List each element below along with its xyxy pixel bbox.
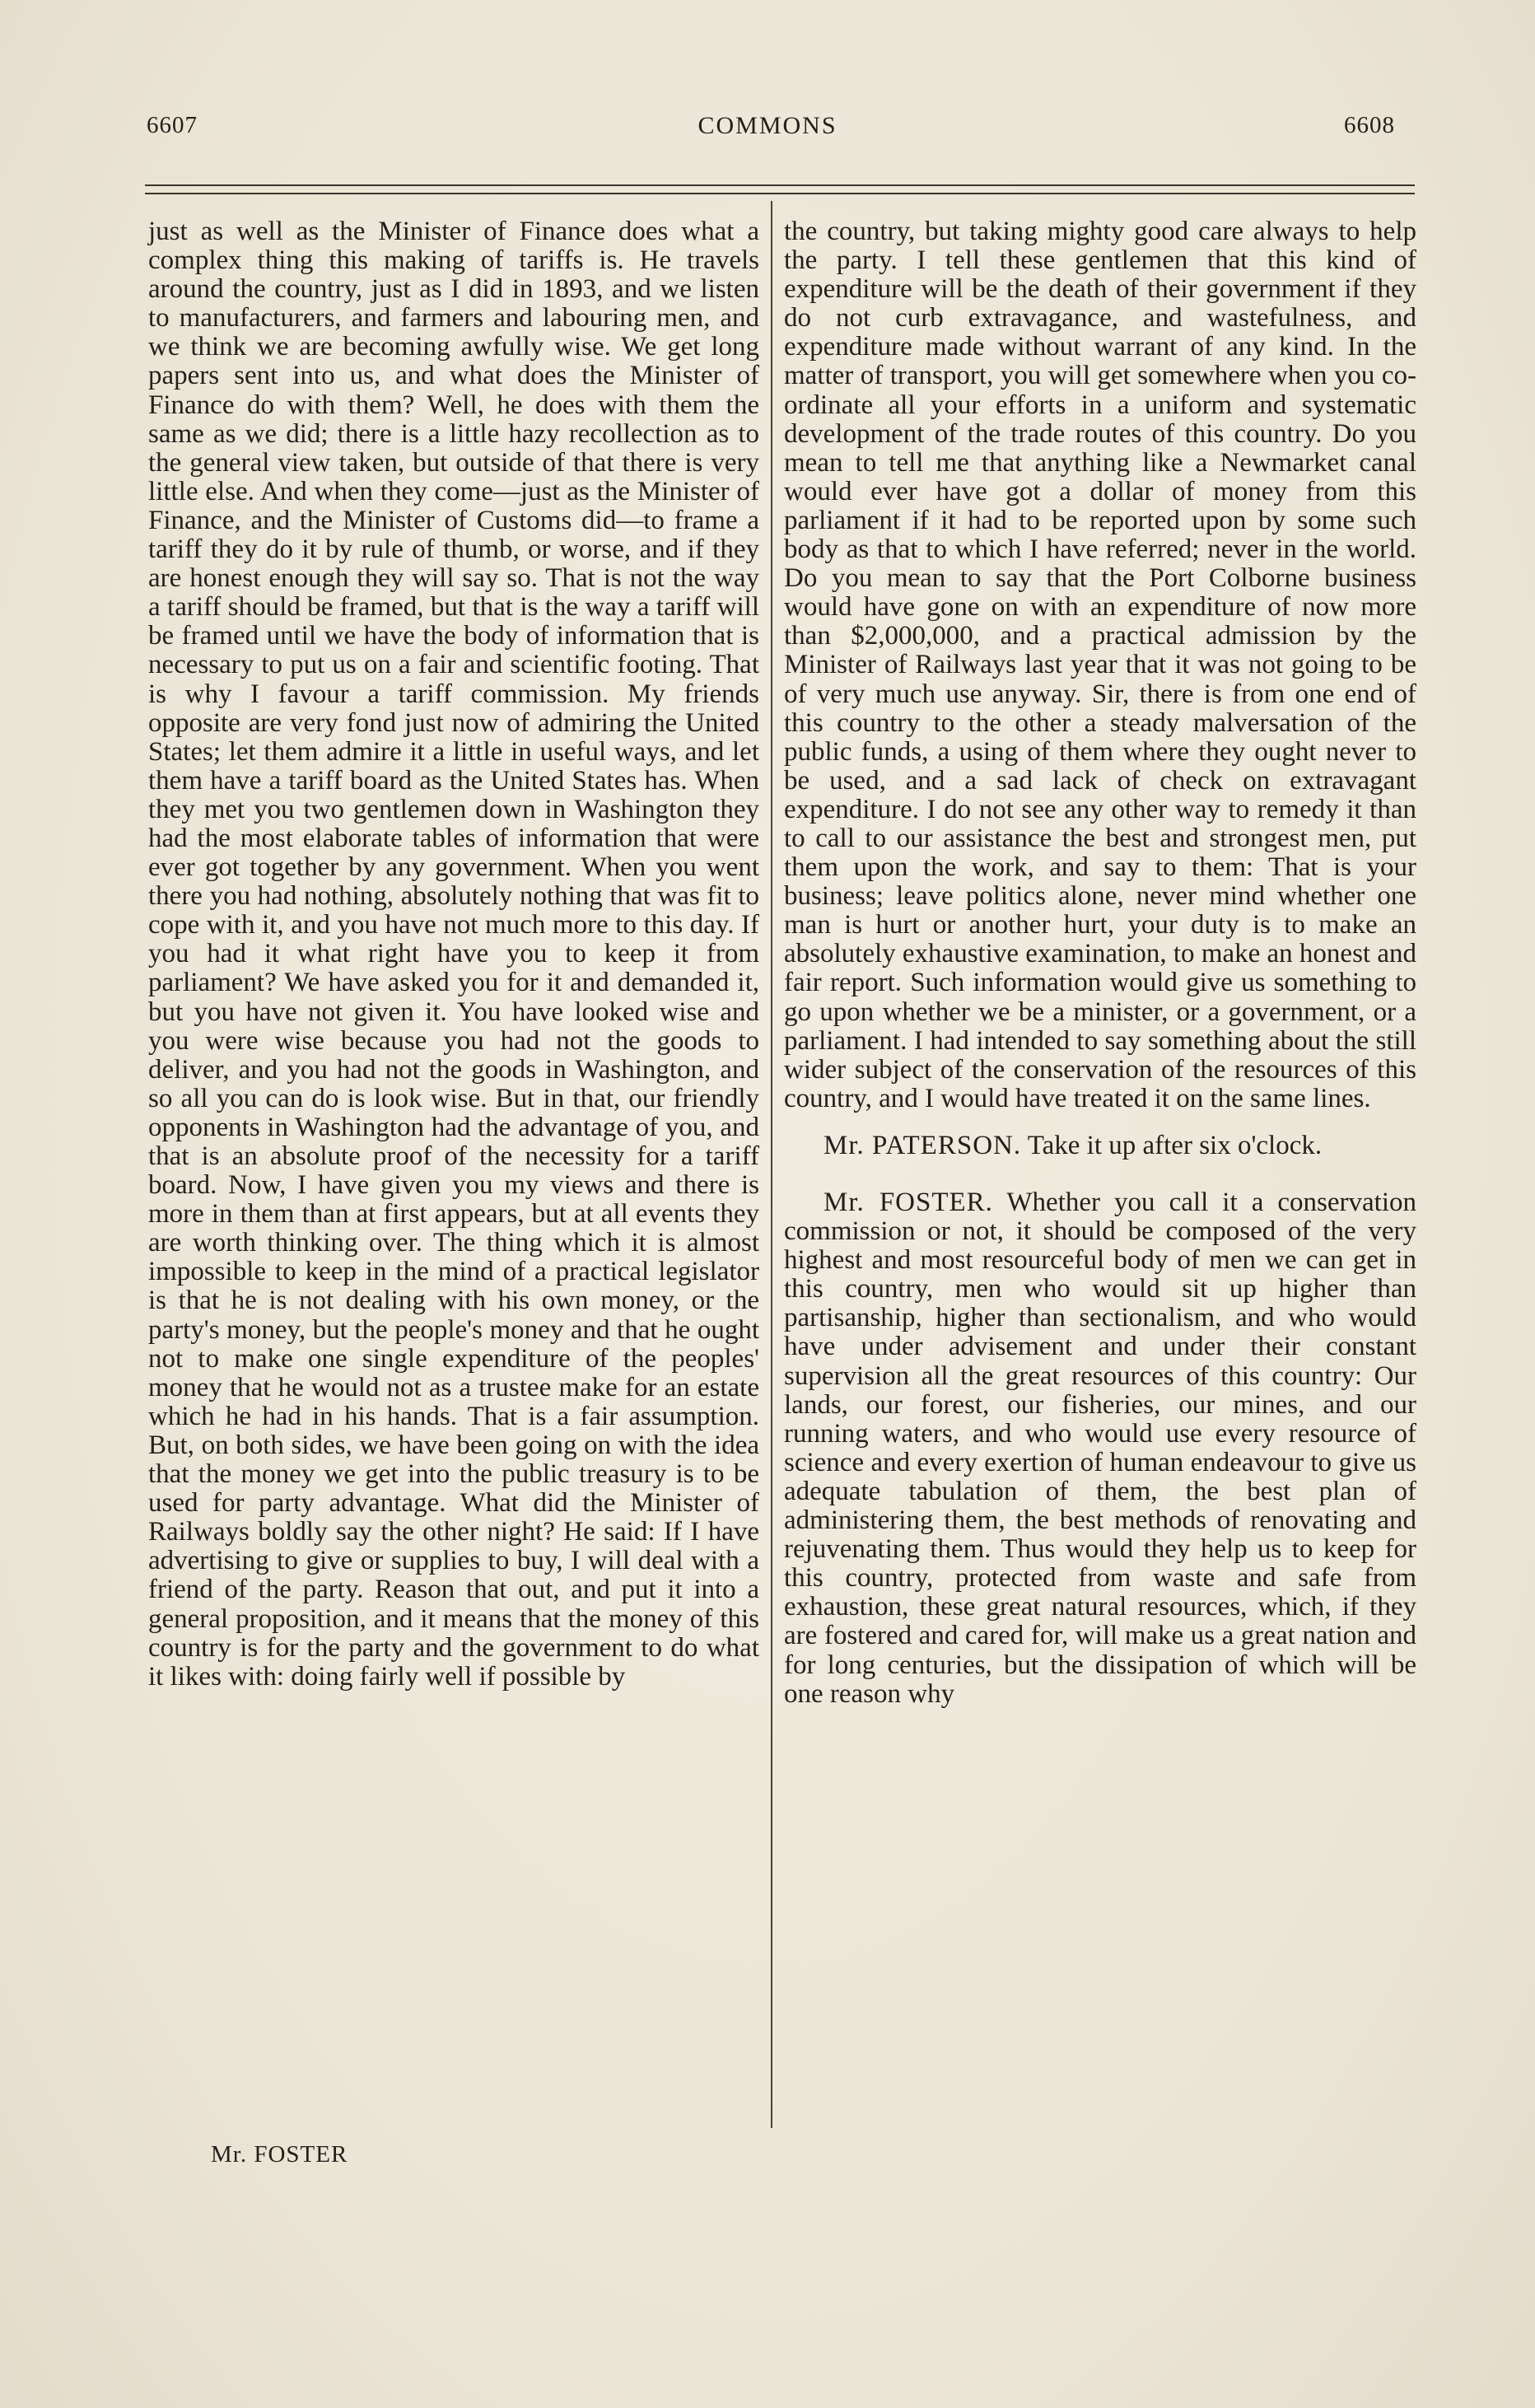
speech-text: Take it up after six o'clock. <box>1027 1130 1323 1160</box>
speech-paterson <box>784 1132 1416 1160</box>
footer-speaker-name: Mr. FOSTER <box>211 2141 348 2168</box>
speech-foster <box>784 1188 1416 1709</box>
left-column <box>148 217 759 1692</box>
speech-text: Whether you call it a conservation commission or not, it should be composed of the very highest and most resourceful body of men we can get in this country, men who would sit up higher than partisanship, higher than sectionalism, and who would have under advisement and under their constant supervision all the great resources of this country: Our lands, our forest, our fisheries, our mines, and our running waters, and who would use every resource of science and every exertion of human endeavour to give us adequate tabulation of them, the best plan of administering them, the best methods of renovating and rejuvenating them. Thus would they help us to keep for this country, protected from waste and safe from exhaustion, these great natural resources, which, if they are fostered and cared for, will make us a great nation and for long centuries, but the dissipation of which will be one reason why <box>784 1188 1417 1709</box>
right-column <box>784 217 1416 1709</box>
header-rule-top <box>145 184 1415 186</box>
header-rule-bottom <box>145 193 1415 194</box>
page-number-left: 6607 <box>147 112 198 138</box>
running-head: COMMONS <box>698 112 837 139</box>
speaker-name: Mr. PATERSON. <box>823 1130 1022 1160</box>
speaker-name: Mr. FOSTER. <box>823 1188 993 1217</box>
right-column-continuation: the country, but taking mighty good care always to help the party. I tell these gentlemen that this kind of expenditure will be the death of their government if they do not curb extravagance, and wastefulness, and expenditure made without warrant of any kind. In the matter of transport, you will get somewhere when you co-ordinate all your efforts in a uniform and systematic development of the trade routes of this country. Do you mean to tell me that anything like a Newmarket canal would ever have got a dollar of money from this parliament if it had to be reported upon by some such body as that to which I have referred; never in the world. Do you mean to say that the Port Colborne business would have gone on with an expenditure of now more than $2,000,000, and a practical admission by the Minister of Railways last year that it was not going to be of very much use anyway. Sir, there is from one end of this country to the other a steady malversation of the public funds, a using of them where they ought never to be used, and a sad lack of check on extravagant expenditure. I do not see any other way to remedy it than to call to our assistance the best and strongest men, put them upon the work, and say to them: That is your business; leave politics alone, never mind whether one man is hurt or another hurt, your duty is to make an absolutely exhaustive examination, to make an honest and fair report. Such information would give us something to go upon whether we be a minister, or a government, or a parliament. I had intended to say something about the still wider subject of the conservation of the resources of this country, and I would have treated it on the same lines. <box>784 217 1416 1113</box>
column-divider <box>771 201 772 2128</box>
left-column-paragraph: just as well as the Minister of Finance does what a complex thing this making of tariffs is. He travels around the country, just as I did in 1893, and we listen to manufacturers, and farmers and labouring men, and we think we are becoming awfully wise. We get long papers sent into us, and what does the Minister of Finance do with them? Well, he does with them the same as we did; there is a little hazy recollection as to the general view taken, but outside of that there is very little else. And when they come—just as the Minister of Finance, and the Minister of Customs did—to frame a tariff they do it by rule of thumb, or worse, and if they are honest enough they will say so. That is not the way a tariff should be framed, but that is the way a tariff will be framed until we have the body of information that is necessary to put us on a fair and scientific footing. That is why I favour a tariff commission. My friends opposite are very fond just now of admiring the United States; let them admire it a little in useful ways, and let them have a tariff board as the United States has. When they met you two gentlemen down in Washington they had the most elaborate tables of information that were ever got together by any government. When you went there you had nothing, absolutely nothing that was fit to cope with it, and you have not much more to this day. If you had it what right have you to keep it from parliament? We have asked you for it and demanded it, but you have not given it. You have looked wise and you were wise because you had not the goods to deliver, and you had not the goods in Washington, and so all you can do is look wise. But in that, our friendly opponents in Washington had the advantage of you, and that is an absolute proof of the necessity for a tariff board. Now, I have given you my views and there is more in them than at first appears, but at all events they are worth thinking over. The thing which it is almost impossible to keep in the mind of a practical legislator is that he is not dealing with his own money, or the party's money, but the people's money and that he ought not to make one single expenditure of the peoples' money that he would not as a trustee make for an estate which he had in his hands. That is a fair assumption. But, on both sides, we have been going on with the idea that the money we get into the public treasury is to be used for party advantage. What did the Minister of Railways boldly say the other night? He said: If I have advertising to give or supplies to buy, I will deal with a friend of the party. Reason that out, and put it into a general proposition, and it means that the money of this country is for the party and the government to do what it likes with: doing fairly well if possible by <box>148 217 759 1692</box>
page-number-right: 6608 <box>1344 112 1395 138</box>
